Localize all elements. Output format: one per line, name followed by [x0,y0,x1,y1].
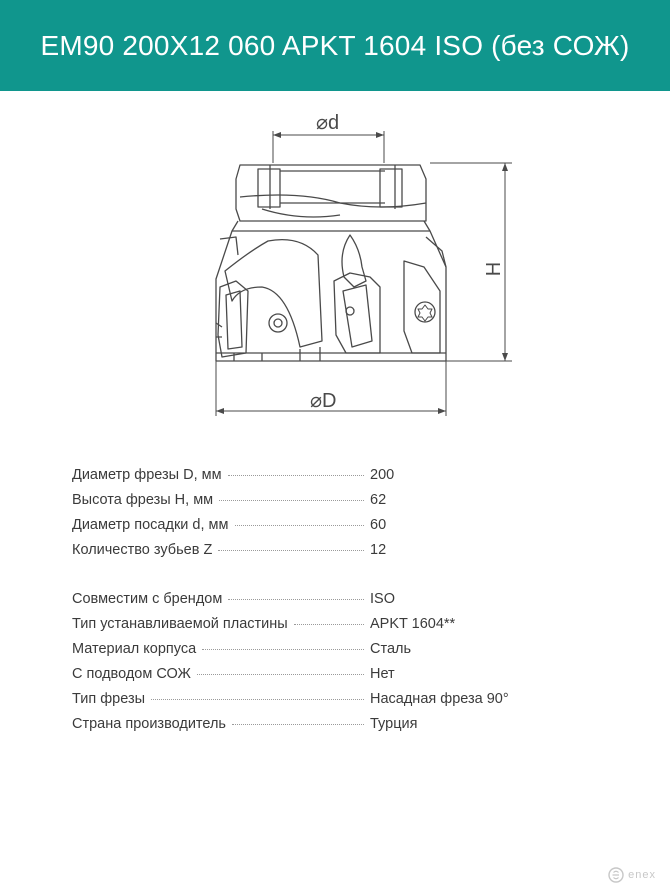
spec-row [72,641,612,666]
spec-label: Страна производитель [72,716,226,732]
spec-row [72,542,612,567]
leader-dots [232,724,364,725]
leader-dots [228,475,364,476]
spec-value: ISO [370,591,395,607]
dim-d-label: ⌀d [316,112,340,134]
spec-value: Турция [370,716,418,732]
spec-label: Совместим с брендом [72,591,223,607]
dim-D-label: ⌀D [310,390,337,412]
spec-row [72,666,612,691]
spec-value: 200 [370,467,395,483]
specs-table [72,467,612,741]
spec-row [72,591,612,616]
spec-value: 12 [370,542,387,558]
leader-dots [202,649,364,650]
section-gap [72,567,612,591]
cutter-technical-drawing [0,91,670,436]
enex-logo-icon [608,867,624,883]
leader-dots [235,525,365,526]
dim-H-label: H [483,261,505,277]
leader-dots [294,624,364,625]
spec-label: Тип устанавливаемой пластины [72,616,288,632]
leader-dots [197,674,364,675]
spec-row [72,691,612,716]
spec-label: Тип фрезы [72,691,146,707]
watermark-text: enex [628,869,656,881]
leader-dots [219,500,364,501]
enex-watermark [608,867,656,883]
spec-value: Насадная фреза 90° [370,691,509,707]
spec-row [72,716,612,741]
page-title: EM90 200X12 060 APKT 1604 ISO (без СОЖ) [40,29,630,61]
spec-value: Сталь [370,641,412,657]
spec-value: Нет [370,666,395,682]
spec-value: 62 [370,492,387,508]
spec-label: Количество зубьев Z [72,542,213,558]
spec-value: APKT 1604** [370,616,456,632]
spec-row [72,517,612,542]
spec-label: Высота фрезы H, мм [72,492,214,508]
spec-row [72,492,612,517]
page-header [0,0,670,91]
spec-row [72,467,612,492]
leader-dots [151,699,364,700]
spec-value: 60 [370,517,387,533]
spec-row [72,616,612,641]
spec-label: Материал корпуса [72,641,197,657]
spec-label: С подводом СОЖ [72,666,191,682]
spec-label: Диаметр фрезы D, мм [72,467,222,483]
leader-dots [228,599,364,600]
spec-label: Диаметр посадки d, мм [72,517,229,533]
leader-dots [218,550,364,551]
